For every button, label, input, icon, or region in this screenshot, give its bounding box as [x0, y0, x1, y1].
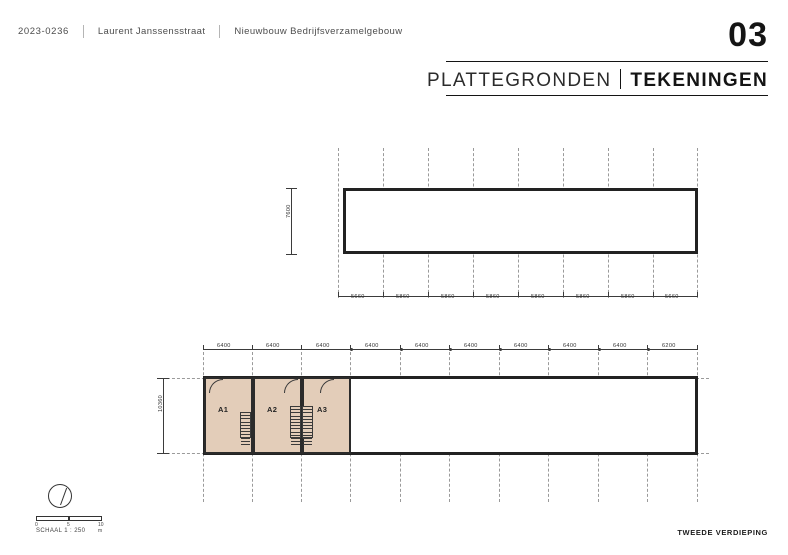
lower-bay-dim-3: 6400 [365, 343, 379, 349]
upper-dim-tick-8 [697, 292, 698, 297]
lower-dim-dot-8 [598, 348, 601, 351]
lower-dim-dot-3 [350, 348, 353, 351]
lower-depth-tick-bottom [157, 453, 169, 454]
upper-bay-dim-4: 5860 [531, 294, 545, 300]
sheet-title-left: PLATTEGRONDEN [427, 70, 612, 91]
scale-bar-segment-1 [36, 516, 69, 521]
lower-dim-dot-9 [647, 348, 650, 351]
lower-depth-dim-line [163, 378, 164, 453]
lower-bay-dim-6: 6400 [514, 343, 528, 349]
stair-a1 [240, 412, 251, 438]
unit-a2-label: A2 [267, 405, 278, 414]
upper-depth-dim-text: 7600 [286, 204, 292, 218]
lower-dim-tick-1 [252, 345, 253, 350]
sheet-number: 03 [728, 16, 768, 54]
stair-a3 [302, 406, 313, 438]
scale-bar-segment-2 [69, 516, 102, 521]
upper-building-outline [343, 188, 698, 254]
upper-dim-tick-2 [428, 292, 429, 297]
unit-a1-label: A1 [218, 405, 229, 414]
sheet-title [427, 66, 768, 90]
upper-bay-dim-0: 5660 [351, 294, 365, 300]
floor-label: TWEEDE VERDIEPING [677, 528, 768, 537]
header-divider-1 [83, 25, 84, 38]
header-rule-top [446, 61, 768, 62]
scale-tick-2: 10 m [98, 522, 104, 534]
scale-text: SCHAAL 1 : 250 [36, 528, 86, 534]
upper-depth-tick-bottom [286, 254, 297, 255]
stair-a2 [290, 406, 301, 438]
unit-a3-label: A3 [317, 405, 328, 414]
lower-dim-tick-0 [203, 345, 204, 350]
upper-bay-dim-5: 5860 [576, 294, 590, 300]
header-divider-2 [219, 25, 220, 38]
scale-tick-0: 0 [35, 522, 38, 528]
sheet-title-right: TEKENINGEN [630, 70, 768, 91]
lower-bay-dim-2: 6400 [316, 343, 330, 349]
upper-bay-dim-1: 5860 [396, 294, 410, 300]
lower-depth-dim-text: 10360 [158, 394, 164, 412]
lower-dim-dot-6 [499, 348, 502, 351]
project-street: Laurent Janssensstraat [97, 26, 206, 37]
upper-dim-tick-0 [338, 292, 339, 297]
upper-bay-dim-3: 5860 [486, 294, 500, 300]
lower-bay-dim-7: 6400 [563, 343, 577, 349]
header-rule-bottom [446, 95, 768, 96]
lower-dim-dot-7 [548, 348, 551, 351]
lower-bay-dim-5: 6400 [464, 343, 478, 349]
title-divider [620, 69, 621, 89]
upper-dim-tick-3 [473, 292, 474, 297]
scale-tick-1: 5 [67, 522, 70, 528]
upper-dim-tick-7 [653, 292, 654, 297]
lower-depth-tick-top [157, 378, 169, 379]
upper-bay-dim-6: 5860 [621, 294, 635, 300]
upper-bay-dim-7: 5660 [665, 294, 679, 300]
lower-dim-dot-4 [400, 348, 403, 351]
project-code: 2023-0236 [18, 26, 69, 37]
north-arrow-icon [48, 484, 72, 508]
upper-depth-tick-top [286, 188, 297, 189]
upper-dim-tick-1 [383, 292, 384, 297]
lower-bay-dim-8: 6400 [613, 343, 627, 349]
upper-bay-dim-2: 5860 [441, 294, 455, 300]
lower-bay-dim-9: 6200 [662, 343, 676, 349]
upper-depth-dim-line [291, 188, 292, 254]
upper-dim-tick-4 [518, 292, 519, 297]
upper-dim-tick-6 [608, 292, 609, 297]
lower-bay-dim-0: 6400 [217, 343, 231, 349]
lower-bay-dim-4: 6400 [415, 343, 429, 349]
header-metadata [18, 25, 402, 38]
lower-dim-tick-10 [697, 345, 698, 350]
upper-dim-tick-5 [563, 292, 564, 297]
lower-bay-dim-1: 6400 [266, 343, 280, 349]
project-description: Nieuwbouw Bedrijfsverzamelgebouw [234, 26, 403, 37]
lower-dim-tick-2 [301, 345, 302, 350]
lower-dim-dot-5 [449, 348, 452, 351]
grid-line-u1 [338, 148, 339, 298]
